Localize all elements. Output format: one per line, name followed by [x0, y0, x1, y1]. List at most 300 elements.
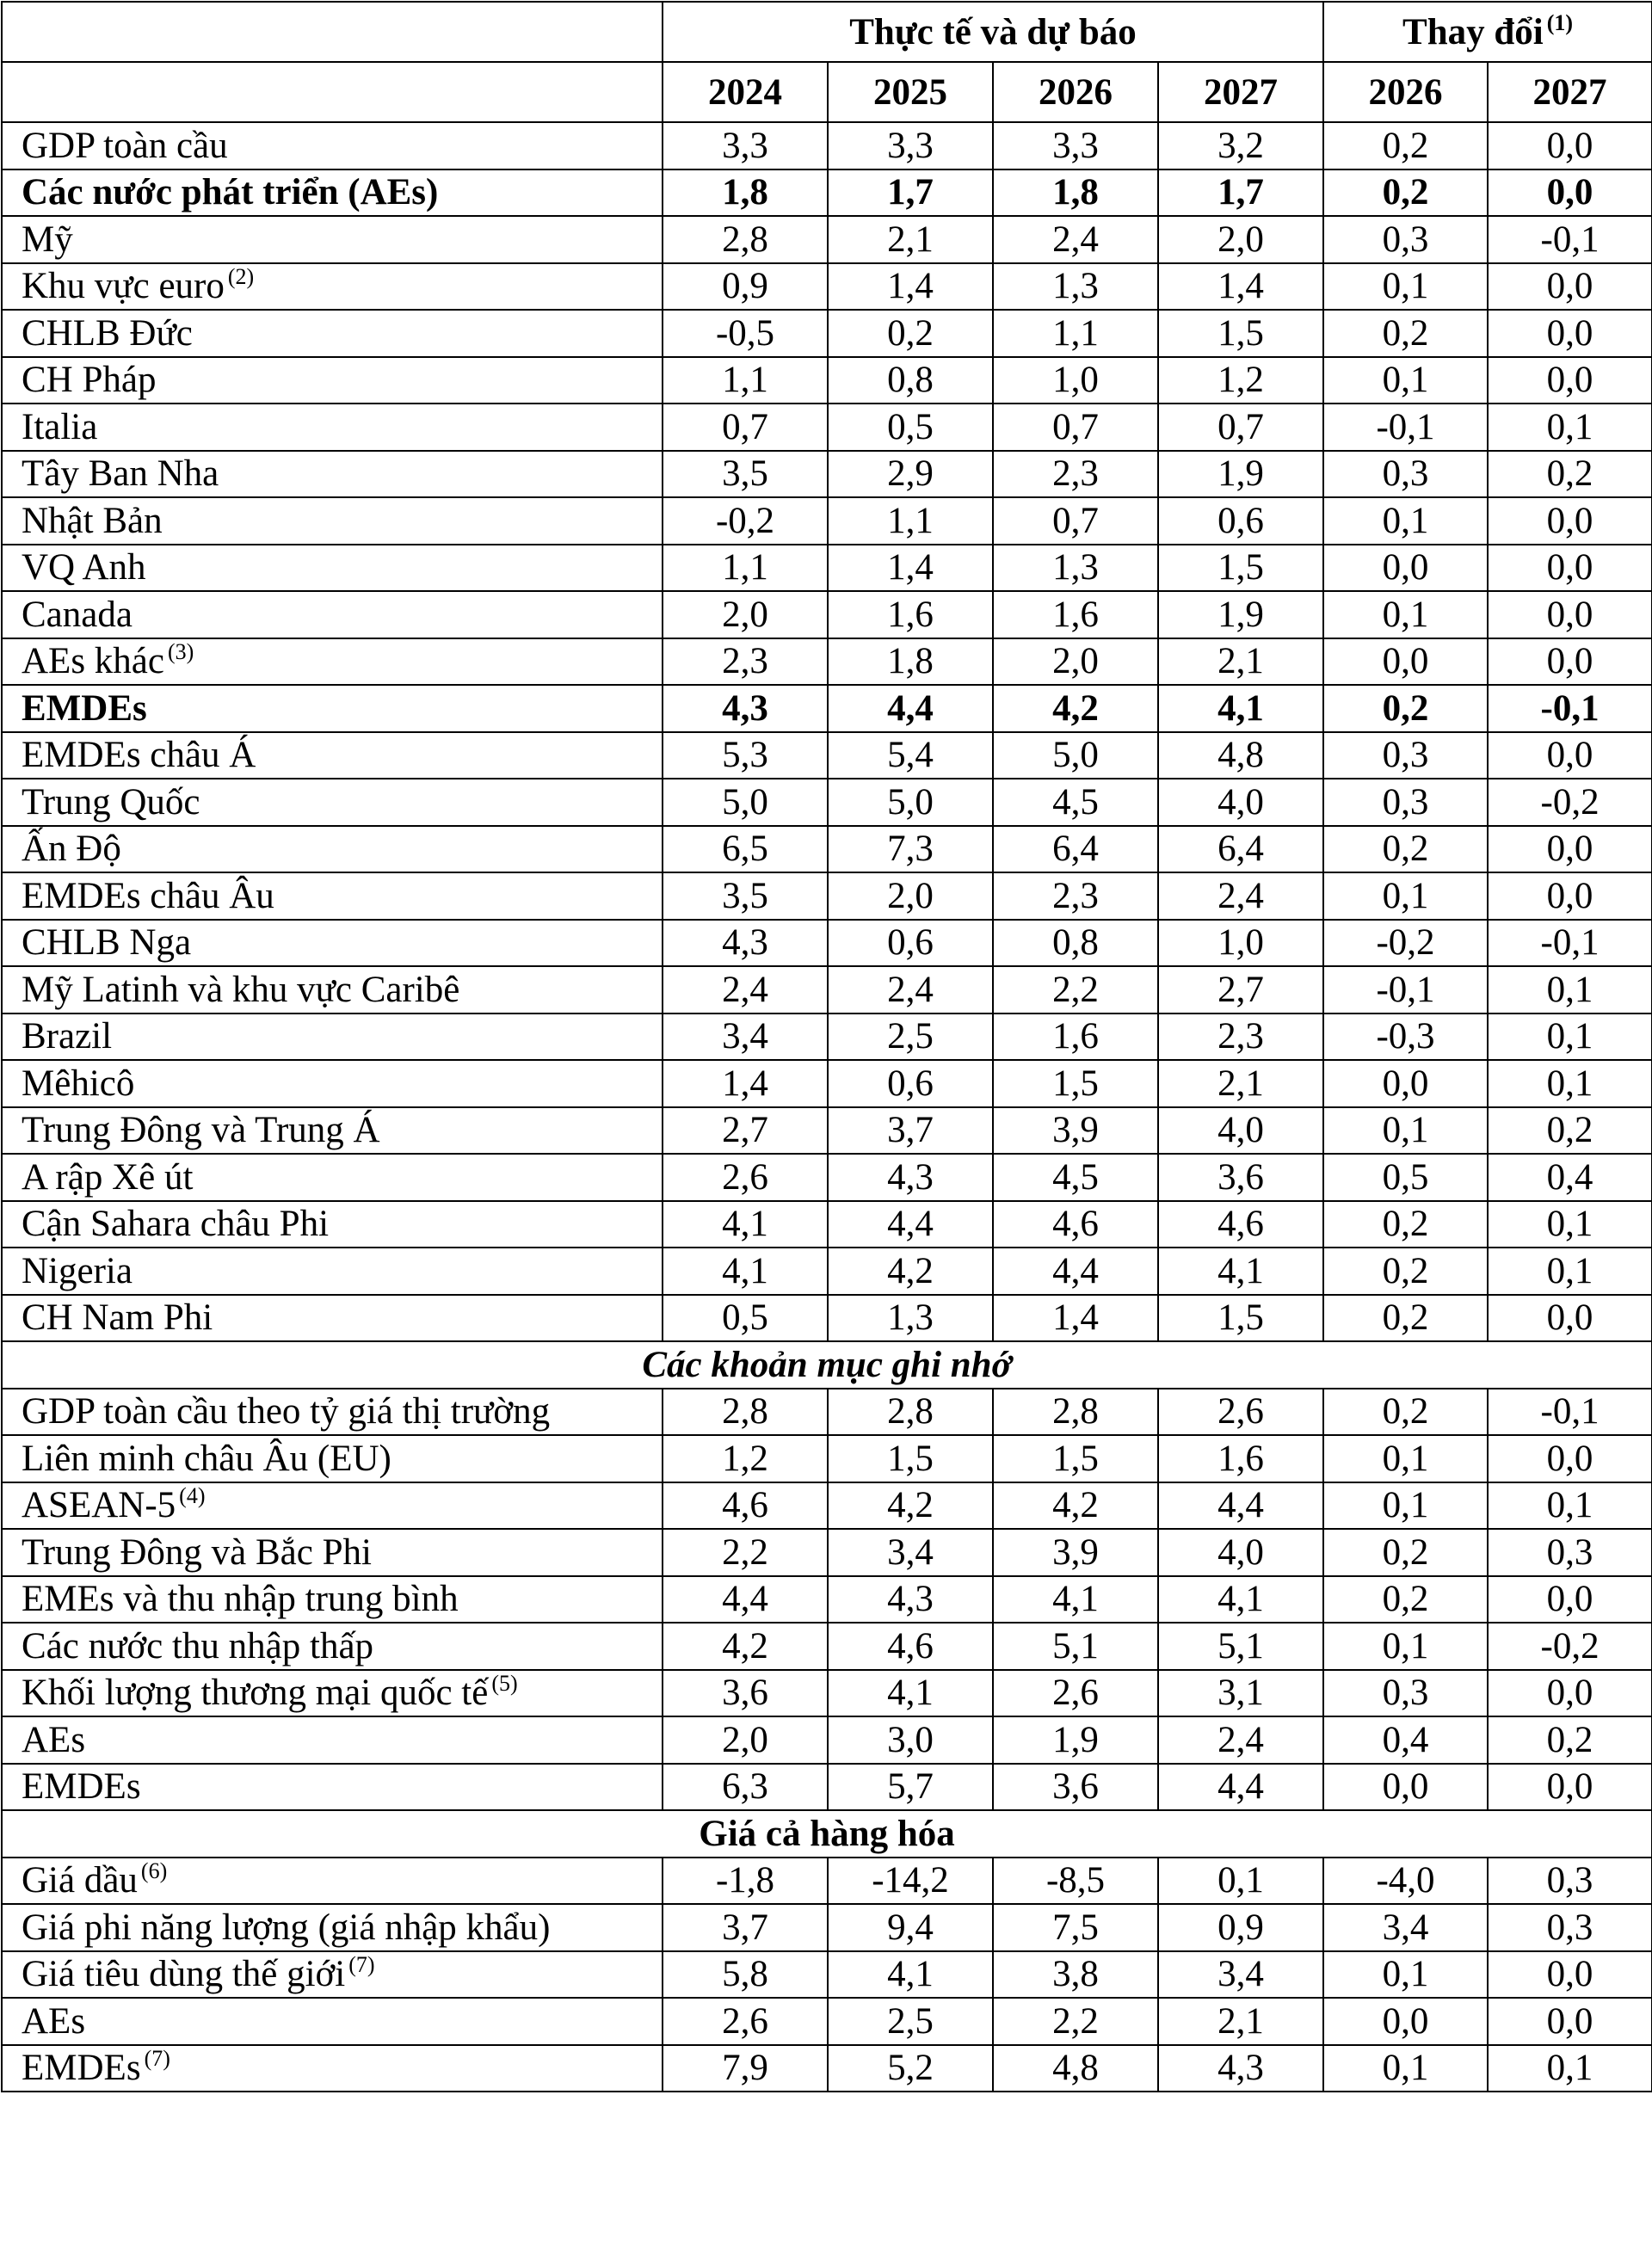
row-label: Brazil — [22, 1016, 113, 1057]
value-cell: 4,1 — [828, 1951, 993, 1999]
value-cell: 0,9 — [1158, 1904, 1323, 1951]
value-cell: 4,2 — [663, 1623, 828, 1670]
row-label: Liên minh châu Âu (EU) — [22, 1438, 391, 1479]
value-cell: 3,5 — [663, 451, 828, 498]
value-cell: 3,4 — [663, 1014, 828, 1061]
header-empty-cell — [2, 2, 663, 62]
table-row — [2, 1904, 1652, 1951]
table-row — [2, 1623, 1652, 1670]
row-label-cell — [2, 920, 663, 967]
row-label: Cận Sahara châu Phi — [22, 1204, 330, 1245]
row-footnote: (4) — [179, 1483, 206, 1509]
value-cell: 3,9 — [993, 1107, 1158, 1155]
value-cell: 2,3 — [663, 638, 828, 686]
row-label: Khu vực euro — [22, 266, 225, 307]
value-cell: 2,6 — [663, 1154, 828, 1201]
header-year: 2024 — [663, 62, 828, 122]
value-cell: 5,3 — [663, 732, 828, 779]
value-cell: 5,0 — [663, 779, 828, 826]
row-footnote: (3) — [167, 639, 194, 665]
value-cell: -0,1 — [1488, 216, 1652, 263]
header-group-row — [2, 2, 1652, 62]
value-cell: 0,4 — [1323, 1716, 1488, 1764]
value-cell: 4,4 — [1158, 1764, 1323, 1811]
row-label: CHLB Nga — [22, 922, 192, 964]
row-label-cell — [2, 826, 663, 873]
table-row — [2, 732, 1652, 779]
value-cell: 1,5 — [1158, 545, 1323, 592]
value-cell: 0,0 — [1323, 1764, 1488, 1811]
row-label: EMDEs — [22, 2048, 141, 2089]
value-cell: 2,6 — [663, 1998, 828, 2045]
table-row — [2, 966, 1652, 1014]
table-row — [2, 826, 1652, 873]
row-label-cell — [2, 1060, 663, 1107]
table-row — [2, 497, 1652, 545]
value-cell: 2,6 — [1158, 1389, 1323, 1436]
row-label: Các nước phát triển (AEs) — [22, 172, 439, 213]
table-row — [2, 1014, 1652, 1061]
row-label: Mỹ — [22, 219, 73, 260]
value-cell: 2,0 — [663, 1716, 828, 1764]
row-label-cell — [2, 1154, 663, 1201]
table-row — [2, 122, 1652, 169]
row-label: Ấn Độ — [22, 829, 121, 870]
row-label-cell — [2, 685, 663, 732]
value-cell: 5,2 — [828, 2045, 993, 2092]
value-cell: 3,1 — [1158, 1670, 1323, 1717]
value-cell: 3,4 — [1323, 1904, 1488, 1951]
row-label: Mêhicô — [22, 1063, 135, 1104]
row-label: Các nước thu nhập thấp — [22, 1625, 374, 1667]
value-cell: 5,4 — [828, 732, 993, 779]
value-cell: 1,2 — [663, 1435, 828, 1482]
row-label: Nigeria — [22, 1250, 133, 1291]
table-row — [2, 1248, 1652, 1295]
value-cell: 2,7 — [663, 1107, 828, 1155]
table-row — [2, 1998, 1652, 2045]
row-label: CH Pháp — [22, 360, 157, 401]
value-cell: 2,6 — [993, 1670, 1158, 1717]
value-cell: 4,1 — [1158, 685, 1323, 732]
row-label-cell — [2, 638, 663, 686]
value-cell: 4,5 — [993, 779, 1158, 826]
header-empty-cell — [2, 62, 663, 122]
table-row — [2, 1154, 1652, 1201]
value-cell: 1,5 — [993, 1060, 1158, 1107]
row-label: Tây Ban Nha — [22, 453, 219, 495]
value-cell: 4,2 — [993, 1482, 1158, 1530]
value-cell: 2,8 — [663, 216, 828, 263]
value-cell: 0,7 — [993, 497, 1158, 545]
value-cell: 0,2 — [1323, 1248, 1488, 1295]
row-label-cell — [2, 263, 663, 311]
row-footnote: (7) — [144, 2046, 170, 2072]
value-cell: 5,8 — [663, 1951, 828, 1999]
value-cell: 4,2 — [828, 1248, 993, 1295]
row-label-cell — [2, 2045, 663, 2092]
value-cell: 1,8 — [993, 169, 1158, 217]
row-label-cell — [2, 1904, 663, 1951]
value-cell: 6,4 — [993, 826, 1158, 873]
value-cell: 4,1 — [993, 1576, 1158, 1623]
value-cell: 1,7 — [1158, 169, 1323, 217]
row-label: EMDEs châu Á — [22, 735, 256, 776]
value-cell: 0,1 — [1488, 2045, 1652, 2092]
value-cell: 4,8 — [993, 2045, 1158, 2092]
value-cell: 4,4 — [828, 685, 993, 732]
row-footnote: (6) — [140, 1858, 168, 1884]
value-cell: 1,0 — [1158, 920, 1323, 967]
row-label-cell — [2, 545, 663, 592]
row-label-cell — [2, 872, 663, 920]
table-row — [2, 1576, 1652, 1623]
value-cell: 0,1 — [1488, 1014, 1652, 1061]
value-cell: 0,2 — [1323, 1389, 1488, 1436]
table-row — [2, 1529, 1652, 1576]
value-cell: 0,2 — [1488, 1716, 1652, 1764]
value-cell: 2,1 — [1158, 1998, 1323, 2045]
value-cell: 2,2 — [663, 1529, 828, 1576]
value-cell: -0,1 — [1488, 685, 1652, 732]
value-cell: 3,6 — [663, 1670, 828, 1717]
value-cell: 0,3 — [1488, 1858, 1652, 1905]
table-row — [2, 1670, 1652, 1717]
table-row — [2, 2045, 1652, 2092]
row-footnote: (7) — [348, 1952, 375, 1978]
value-cell: 2,5 — [828, 1014, 993, 1061]
value-cell: 2,2 — [993, 966, 1158, 1014]
row-label: CH Nam Phi — [22, 1297, 213, 1339]
value-cell: 0,2 — [1488, 451, 1652, 498]
table-row — [2, 1764, 1652, 1811]
value-cell: 0,5 — [1323, 1154, 1488, 1201]
value-cell: 1,6 — [1158, 1435, 1323, 1482]
value-cell: 0,1 — [1323, 1482, 1488, 1530]
value-cell: 0,0 — [1488, 1670, 1652, 1717]
value-cell: 3,2 — [1158, 122, 1323, 169]
row-label-cell — [2, 1389, 663, 1436]
value-cell: 0,6 — [828, 1060, 993, 1107]
row-label: AEs — [22, 2000, 86, 2042]
row-label-cell — [2, 122, 663, 169]
value-cell: 1,6 — [828, 591, 993, 638]
value-cell: -0,2 — [663, 497, 828, 545]
value-cell: 3,6 — [993, 1764, 1158, 1811]
row-label: Giá dầu — [22, 1860, 138, 1901]
table-row — [2, 545, 1652, 592]
value-cell: 0,0 — [1488, 169, 1652, 217]
table-row — [2, 1107, 1652, 1155]
value-cell: 0,2 — [1323, 1201, 1488, 1248]
value-cell: 3,7 — [828, 1107, 993, 1155]
value-cell: 1,4 — [993, 1295, 1158, 1342]
value-cell: 1,4 — [1158, 263, 1323, 311]
value-cell: 4,6 — [993, 1201, 1158, 1248]
row-label-cell — [2, 732, 663, 779]
value-cell: 1,2 — [1158, 357, 1323, 404]
value-cell: 0,1 — [1488, 1060, 1652, 1107]
value-cell: 2,5 — [828, 1998, 993, 2045]
value-cell: 0,0 — [1323, 545, 1488, 592]
table-row — [2, 310, 1652, 357]
value-cell: 4,4 — [993, 1248, 1158, 1295]
value-cell: 2,4 — [1158, 872, 1323, 920]
value-cell: 0,0 — [1488, 826, 1652, 873]
value-cell: 4,6 — [663, 1482, 828, 1530]
value-cell: 2,4 — [1158, 1716, 1323, 1764]
value-cell: 0,3 — [1323, 779, 1488, 826]
value-cell: 0,1 — [1323, 1107, 1488, 1155]
row-label: Giá tiêu dùng thế giới — [22, 1954, 346, 1995]
row-label-cell — [2, 591, 663, 638]
header-year: 2026 — [1323, 62, 1488, 122]
value-cell: 3,3 — [828, 122, 993, 169]
value-cell: 1,1 — [663, 357, 828, 404]
value-cell: -0,2 — [1488, 1623, 1652, 1670]
value-cell: 2,9 — [828, 451, 993, 498]
value-cell: 1,6 — [993, 1014, 1158, 1061]
value-cell: 0,3 — [1488, 1904, 1652, 1951]
table-row — [2, 169, 1652, 217]
value-cell: 0,0 — [1488, 545, 1652, 592]
value-cell: 0,1 — [1488, 1482, 1652, 1530]
value-cell: 0,3 — [1323, 1670, 1488, 1717]
value-cell: 6,4 — [1158, 826, 1323, 873]
value-cell: 0,7 — [1158, 404, 1323, 451]
value-cell: 2,8 — [828, 1389, 993, 1436]
value-cell: 4,8 — [1158, 732, 1323, 779]
row-label-cell — [2, 1107, 663, 1155]
header-year: 2027 — [1158, 62, 1323, 122]
value-cell: 0,2 — [1323, 1529, 1488, 1576]
table-row — [2, 779, 1652, 826]
table-row — [2, 1951, 1652, 1999]
value-cell: 5,7 — [828, 1764, 993, 1811]
value-cell: 1,0 — [993, 357, 1158, 404]
header-year: 2025 — [828, 62, 993, 122]
value-cell: 4,1 — [828, 1670, 993, 1717]
row-label-cell — [2, 1529, 663, 1576]
value-cell: 0,5 — [663, 1295, 828, 1342]
value-cell: 0,1 — [1323, 591, 1488, 638]
value-cell: 0,1 — [1323, 2045, 1488, 2092]
row-label-cell — [2, 169, 663, 217]
value-cell: 4,1 — [1158, 1576, 1323, 1623]
table-row — [2, 216, 1652, 263]
row-label-cell — [2, 1482, 663, 1530]
value-cell: 0,1 — [1488, 1201, 1652, 1248]
row-label: CHLB Đức — [22, 312, 193, 354]
row-footnote: (2) — [227, 264, 255, 290]
row-label-cell — [2, 310, 663, 357]
row-label: Italia — [22, 406, 98, 447]
value-cell: 0,1 — [1323, 357, 1488, 404]
table-row — [2, 1482, 1652, 1530]
value-cell: 4,3 — [663, 920, 828, 967]
value-cell: 9,4 — [828, 1904, 993, 1951]
value-cell: 7,3 — [828, 826, 993, 873]
value-cell: 1,6 — [993, 591, 1158, 638]
value-cell: 0,2 — [1323, 169, 1488, 217]
value-cell: 2,0 — [828, 872, 993, 920]
value-cell: 3,4 — [828, 1529, 993, 1576]
row-label: Trung Quốc — [22, 781, 200, 823]
row-label: ASEAN-5 — [22, 1485, 176, 1526]
value-cell: 5,0 — [993, 732, 1158, 779]
value-cell: 0,1 — [1488, 404, 1652, 451]
value-cell: 0,0 — [1488, 591, 1652, 638]
table-row — [2, 263, 1652, 311]
value-cell: -0,1 — [1488, 920, 1652, 967]
table-body — [2, 122, 1652, 2092]
row-label: EMDEs — [22, 1766, 141, 1808]
header-year: 2027 — [1488, 62, 1652, 122]
value-cell: 1,5 — [1158, 1295, 1323, 1342]
value-cell: -1,8 — [663, 1858, 828, 1905]
value-cell: 0,0 — [1488, 122, 1652, 169]
value-cell: -0,1 — [1323, 966, 1488, 1014]
value-cell: 0,3 — [1323, 216, 1488, 263]
value-cell: 0,0 — [1323, 1060, 1488, 1107]
row-label-cell — [2, 1201, 663, 1248]
value-cell: 6,3 — [663, 1764, 828, 1811]
table-row — [2, 1858, 1652, 1905]
value-cell: 1,3 — [993, 545, 1158, 592]
value-cell: 0,4 — [1488, 1154, 1652, 1201]
value-cell: 0,0 — [1488, 638, 1652, 686]
row-footnote: (5) — [491, 1671, 518, 1697]
value-cell: 0,2 — [1323, 310, 1488, 357]
row-label-cell — [2, 1014, 663, 1061]
value-cell: 4,5 — [993, 1154, 1158, 1201]
value-cell: -14,2 — [828, 1858, 993, 1905]
value-cell: 1,9 — [993, 1716, 1158, 1764]
value-cell: 0,9 — [663, 263, 828, 311]
value-cell: 0,2 — [1488, 1107, 1652, 1155]
value-cell: 2,1 — [828, 216, 993, 263]
value-cell: 1,9 — [1158, 591, 1323, 638]
value-cell: 0,7 — [993, 404, 1158, 451]
section-header-row — [2, 1810, 1652, 1858]
value-cell: 3,3 — [663, 122, 828, 169]
value-cell: 0,1 — [1323, 1951, 1488, 1999]
value-cell: 0,0 — [1323, 1998, 1488, 2045]
value-cell: 7,9 — [663, 2045, 828, 2092]
value-cell: 4,6 — [1158, 1201, 1323, 1248]
value-cell: 1,7 — [828, 169, 993, 217]
value-cell: 0,0 — [1323, 638, 1488, 686]
value-cell: 0,1 — [1158, 1858, 1323, 1905]
row-label-cell — [2, 1295, 663, 1342]
value-cell: 5,0 — [828, 779, 993, 826]
value-cell: 4,1 — [1158, 1248, 1323, 1295]
value-cell: -8,5 — [993, 1858, 1158, 1905]
value-cell: 4,1 — [663, 1248, 828, 1295]
value-cell: 3,5 — [663, 872, 828, 920]
table-row — [2, 357, 1652, 404]
table-row — [2, 920, 1652, 967]
row-label: VQ Anh — [22, 547, 146, 588]
row-label-cell — [2, 1670, 663, 1717]
value-cell: 0,3 — [1323, 451, 1488, 498]
value-cell: 2,0 — [663, 591, 828, 638]
value-cell: 2,0 — [993, 638, 1158, 686]
section-header-row — [2, 1341, 1652, 1389]
value-cell: 2,7 — [1158, 966, 1323, 1014]
value-cell: 2,1 — [1158, 1060, 1323, 1107]
table-row — [2, 1295, 1652, 1342]
value-cell: 0,0 — [1488, 1295, 1652, 1342]
value-cell: 4,4 — [1158, 1482, 1323, 1530]
value-cell: 3,8 — [993, 1951, 1158, 1999]
value-cell: 1,5 — [828, 1435, 993, 1482]
value-cell: 4,2 — [828, 1482, 993, 1530]
value-cell: 1,3 — [993, 263, 1158, 311]
row-label: GDP toàn cầu — [22, 125, 228, 166]
value-cell: 1,1 — [993, 310, 1158, 357]
value-cell: 4,4 — [828, 1201, 993, 1248]
value-cell: 4,0 — [1158, 1107, 1323, 1155]
value-cell: 4,4 — [663, 1576, 828, 1623]
value-cell: 0,0 — [1488, 357, 1652, 404]
row-label: EMEs và thu nhập trung bình — [22, 1579, 459, 1620]
value-cell: 2,4 — [993, 216, 1158, 263]
value-cell: 0,7 — [663, 404, 828, 451]
table-row — [2, 1435, 1652, 1482]
value-cell: 4,0 — [1158, 779, 1323, 826]
value-cell: -0,5 — [663, 310, 828, 357]
value-cell: 4,6 — [828, 1623, 993, 1670]
row-label-cell — [2, 1951, 663, 1999]
value-cell: 3,7 — [663, 1904, 828, 1951]
value-cell: 0,1 — [1323, 263, 1488, 311]
value-cell: 4,2 — [993, 685, 1158, 732]
row-label-cell — [2, 404, 663, 451]
value-cell: 0,1 — [1488, 1248, 1652, 1295]
value-cell: 2,8 — [663, 1389, 828, 1436]
value-cell: 1,9 — [1158, 451, 1323, 498]
value-cell: 1,8 — [828, 638, 993, 686]
row-label: Giá phi năng lượng (giá nhập khẩu) — [22, 1907, 551, 1948]
value-cell: 0,1 — [1323, 1435, 1488, 1482]
value-cell: 5,1 — [1158, 1623, 1323, 1670]
value-cell: 0,1 — [1323, 872, 1488, 920]
header-change-group — [1323, 2, 1652, 62]
table-row — [2, 1060, 1652, 1107]
table-row — [2, 404, 1652, 451]
value-cell: 4,1 — [663, 1201, 828, 1248]
value-cell: 2,8 — [993, 1389, 1158, 1436]
value-cell: 3,4 — [1158, 1951, 1323, 1999]
table-row — [2, 591, 1652, 638]
value-cell: -4,0 — [1323, 1858, 1488, 1905]
value-cell: 1,4 — [663, 1060, 828, 1107]
value-cell: 0,0 — [1488, 1576, 1652, 1623]
value-cell: 0,1 — [1488, 966, 1652, 1014]
header-year: 2026 — [993, 62, 1158, 122]
value-cell: 1,4 — [828, 545, 993, 592]
value-cell: 7,5 — [993, 1904, 1158, 1951]
value-cell: 6,5 — [663, 826, 828, 873]
row-label-cell — [2, 1998, 663, 2045]
value-cell: 2,3 — [993, 451, 1158, 498]
value-cell: -0,3 — [1323, 1014, 1488, 1061]
table-row — [2, 1389, 1652, 1436]
row-label-cell — [2, 966, 663, 1014]
value-cell: 0,1 — [1323, 497, 1488, 545]
value-cell: 0,0 — [1488, 310, 1652, 357]
